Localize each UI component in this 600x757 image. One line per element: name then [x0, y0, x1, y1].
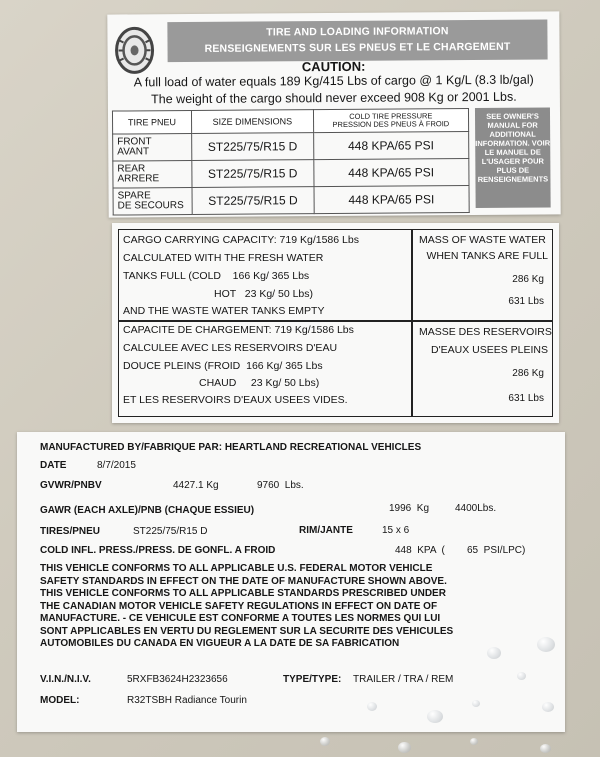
date-value: 8/7/2015: [97, 460, 136, 471]
water-droplet: [537, 637, 555, 652]
model-value: R32TSBH Radiance Tourin: [127, 695, 247, 706]
tanks-cold-en: TANKS FULL (COLD 166 Kg/ 365 Lbs: [123, 270, 310, 282]
gvwr-label: GVWR/PNBV: [40, 480, 102, 491]
cold-inflation-kpa: 448 KPA (: [395, 545, 445, 556]
header-pressure-en: COLD TIRE PRESSURE: [349, 111, 433, 121]
waste-mass-kg-en: 286 Kg: [512, 274, 544, 285]
model-label: MODEL:: [40, 695, 80, 706]
conformity-statement: THIS VEHICLE CONFORMS TO ALL APPLICABLE U.S. FEDERAL MOTOR VEHICLE SAFETY STANDARDS IN EFFECT ON THE DATE OF MANUFACTURE SHOWN ABOVE. THIS VEHICLE CONFORMS TO ALL APPLICABLE STANDARDS PRESCRIBED UNDER THE CANADIAN MOTOR VEHICLE SAFETY REGULATIONS IN EFFECT ON DATE OF MANUFACTURE. - CE VEHICULE EST CONFORME A TOUTES LES NORMES QUI LUI SONT APPLICABLES EN VERTU DU REGLEMENT SUR LA SECURITE DES VEHICULES AUTOMOBILES DU CANADA EN VIGUEUR A LA DATE DE SA FABRICATION: [40, 563, 454, 649]
waste-mass-title-fr: MASSE DES RESERVOIRS: [419, 326, 552, 338]
reservoirs-vides-fr: ET LES RESERVOIRS D'EAUX USEES VIDES.: [123, 394, 348, 406]
grid-divider-vertical: [411, 230, 413, 416]
tire-position: [113, 187, 192, 215]
tire-position: [113, 133, 192, 161]
waste-mass-lbs-fr: 631 Lbs: [508, 393, 544, 404]
tire-size: ST225/75/R15 D: [192, 187, 314, 215]
waste-mass-title-en: MASS OF WASTE WATER: [419, 234, 546, 246]
table-row: [113, 159, 469, 188]
banner-line-en: TIRE AND LOADING INFORMATION: [266, 25, 449, 39]
water-droplet: [427, 710, 443, 723]
tanks-hot-en: HOT 23 Kg/ 50 Lbs): [214, 288, 314, 300]
tires-label: TIRES/PNEU: [40, 526, 101, 537]
banner-line-fr: RENSEIGNEMENTS SUR LES PNEUS ET LE CHARGEMENT: [204, 40, 511, 55]
pos-en: FRONT: [117, 136, 152, 148]
water-droplet: [487, 647, 501, 659]
tire-info-banner: [167, 20, 547, 63]
waste-mass-lbs-en: 631 Lbs: [508, 296, 544, 307]
owner-manual-notice: SEE OWNER'S MANUAL FOR ADDITIONAL INFORMATION. VOIR LE MANUEL DE L'USAGER POUR PLUS DE RENSEIGNEMENTS: [475, 107, 551, 208]
header-pressure-fr: PRESSION DES PNEUS À FROID: [332, 119, 450, 130]
type-value: TRAILER / TRA / REM: [353, 674, 454, 685]
manufactured-by: MANUFACTURED BY/FABRIQUE PAR: HEARTLAND RECREATIONAL VEHICLES: [40, 442, 422, 453]
water-droplet: [540, 744, 551, 753]
pos-fr: ARRERE: [117, 173, 160, 185]
grid-divider-horizontal: [119, 320, 552, 322]
gawr-lbs: 4400Lbs.: [455, 503, 497, 514]
table-header-row: [112, 109, 468, 134]
cargo-capacity-label: [112, 223, 559, 423]
water-droplet: [517, 672, 526, 680]
gawr-kg: 1996 Kg: [389, 503, 430, 514]
caution-title: CAUTION:: [301, 58, 366, 75]
calculee-fr: CALCULEE AVEC LES RESERVOIRS D'EAU: [123, 342, 338, 354]
vin-value: 5RXFB3624H2323656: [127, 674, 228, 685]
tire-pressure: 448 KPA/65 PSI: [313, 132, 469, 160]
water-droplet: [542, 702, 554, 712]
water-droplet: [320, 737, 330, 746]
cold-inflation-label: COLD INFL. PRESS./PRESS. DE GONFL. A FROID: [40, 545, 276, 556]
gawr-label: GAWR (EACH AXLE)/PNB (CHAQUE ESSIEU): [40, 505, 255, 516]
gvwr-lbs: 9760 Lbs.: [257, 480, 304, 491]
tire-pressure: 448 KPA/65 PSI: [313, 159, 469, 187]
header-tire: TIRE PNEU: [112, 110, 191, 134]
tire-loading-label: [107, 11, 560, 217]
water-droplet: [472, 700, 480, 707]
waste-mass-kg-fr: 286 Kg: [512, 368, 544, 379]
tire-size: ST225/75/R15 D: [192, 133, 314, 161]
type-label: TYPE/TYPE:: [283, 674, 342, 685]
caution-line-limit: The weight of the cargo should never exceed 908 Kg or 2001 Lbs.: [151, 89, 517, 107]
cargo-capacity-fr: CAPACITE DE CHARGEMENT: 719 Kg/1586 Lbs: [123, 324, 354, 336]
tire-pressure-table: [112, 108, 470, 215]
pos-fr: DE SECOURS: [117, 200, 184, 212]
tires-value: ST225/75/R15 D: [133, 526, 208, 537]
vin-label: V.I.N./N.I.V.: [40, 674, 91, 685]
manufacturer-label: [17, 432, 565, 732]
header-pressure: [313, 109, 469, 133]
pos-en: REAR: [117, 163, 146, 175]
cargo-grid: [118, 229, 553, 417]
table-row: [113, 186, 469, 215]
date-label: DATE: [40, 460, 67, 471]
rim-label: RIM/JANTE: [299, 525, 353, 536]
pos-fr: AVANT: [117, 146, 150, 158]
cold-inflation-psi: 65 PSI/LPC): [467, 545, 526, 556]
rim-value: 15 x 6: [382, 525, 410, 536]
waste-empty-en: AND THE WASTE WATER TANKS EMPTY: [123, 305, 325, 317]
water-droplet: [367, 702, 377, 711]
water-droplet: [470, 738, 478, 745]
tire-position: [113, 160, 192, 188]
caution-line-water: A full load of water equals 189 Kg/415 Lbs of cargo @ 1 Kg/L (8.3 lb/gal): [133, 72, 534, 90]
cargo-capacity-en: CARGO CARRYING CAPACITY: 719 Kg/1586 Lbs: [123, 234, 359, 246]
calculated-en: CALCULATED WITH THE FRESH WATER: [123, 252, 324, 264]
header-size: SIZE DIMENSIONS: [191, 110, 313, 134]
table-row: [113, 132, 469, 161]
tanks-froid-fr: DOUCE PLEINS (FROID 166 Kg/ 365 Lbs: [123, 360, 323, 372]
tire-size: ST225/75/R15 D: [192, 160, 314, 188]
pos-en: SPARE: [117, 190, 151, 202]
gvwr-kg: 4427.1 Kg: [173, 480, 219, 491]
water-droplet: [398, 742, 411, 753]
tire-pressure: 448 KPA/65 PSI: [314, 186, 470, 214]
waste-mass-when-full: WHEN TANKS ARE FULL: [426, 250, 548, 262]
tanks-chaud-fr: CHAUD 23 Kg/ 50 Lbs): [199, 377, 320, 389]
waste-mass-pleins: D'EAUX USEES PLEINS: [431, 344, 548, 356]
